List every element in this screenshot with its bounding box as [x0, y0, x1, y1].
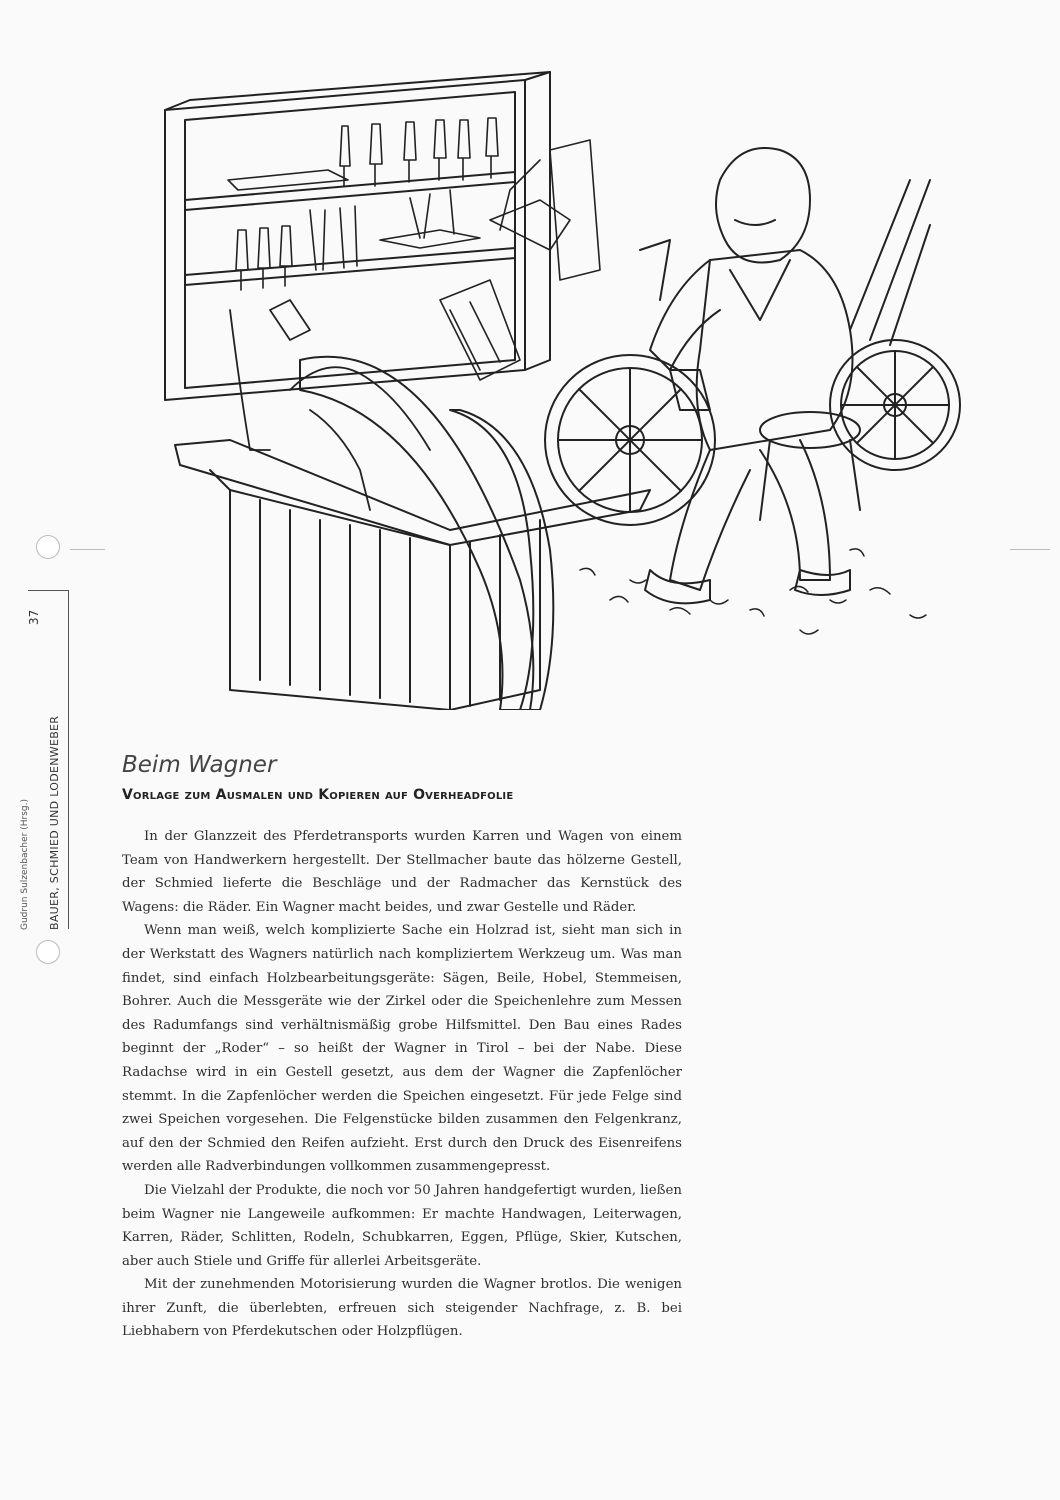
- punch-hole-top: [36, 535, 60, 559]
- article-title: Beim Wagner: [122, 752, 277, 778]
- punch-hole-bottom: [36, 940, 60, 964]
- series-title: BAUER, SCHMIED UND LODENWEBER: [48, 715, 61, 930]
- wood-shavings: [580, 549, 926, 634]
- tool-cabinet: [165, 72, 600, 400]
- wheelwright-figure: [640, 148, 860, 603]
- page-number: 37: [27, 609, 41, 625]
- fold-mark-left: [70, 549, 105, 550]
- article-subtitle: Vorlage zum Ausmalen und Kopieren auf Overheadfolie: [122, 787, 514, 803]
- wheelwright-illustration: [110, 70, 990, 710]
- paragraph: In der Glanzzeit des Pferdetransports wurden Karren und Wagen von einem Team von Handwerkern hergestellt. Der Stellmacher baute das hölzerne Gestell, der Schmied lieferte die Beschläge und der Radmacher das Kernstück des Wagens: die Räder. Ein Wagner macht beides, und zwar Gestelle und Räder.: [122, 829, 682, 915]
- paragraph: Die Vielzahl der Produkte, die noch vor 50 Jahren handgefertigt wurden, ließen beim Wagner nie Langeweile aufkommen: Er machte Handwagen, Leiterwagen, Karren, Räder, Schlitten, Rodeln, Schubkarren, Eggen, Pflüge, Skier, Kutschen, aber auch Stiele und Griffe für allerlei Arbeitsgeräte.: [122, 1182, 682, 1269]
- wheel: [545, 355, 715, 525]
- workbench: [175, 440, 650, 710]
- fold-mark-right: [1010, 549, 1050, 550]
- editor-credit: Gudrun Sulzenbacher (Hrsg.): [20, 799, 30, 930]
- article-body: [122, 825, 682, 1344]
- brace-drill: [230, 300, 430, 510]
- paragraph: Wenn man weiß, welch komplizierte Sache ein Holzrad ist, sieht man sich in der Werkstatt des Wagners natürlich nach kompliziertem Werkzeug um. Was man findet, sind einfach Holzbearbeitungsgeräte: Sägen, Beile, Hobel, Stemmeisen, Bohrer. Auch die Messgeräte wie der Zirkel oder die Speichenlehre zum Messen des Radumfangs sind verhältnismäßig grobe Hilfsmittel. Den Bau eines Rades beginnt der „Roder“ – so heißt der Wagner in Tirol – bei der Nabe. Diese Radachse wird in ein Gestell gesetzt, aus dem der Wagner die Zapfenlöcher stemmt. In die Zapfenlöcher werden die Speichen eingesetzt. Für jede Felge sind zwei Speichen vorgesehen. Die Felgenstücke bilden zusammen den Felgenkranz, auf den der Schmied den Reifen aufzieht. Erst durch den Druck des Eisenreifens werden alle Radverbindungen vollkommen zusammengepresst.: [122, 923, 682, 1175]
- paragraph: Mit der zunehmenden Motorisierung wurden die Wagner brotlos. Die wenigen ihrer Zunft, die überlebten, erfreuen sich steigender Nachfrage, z. B. bei Liebhabern von Pferdekutschen oder Holzpflügen.: [122, 1277, 682, 1340]
